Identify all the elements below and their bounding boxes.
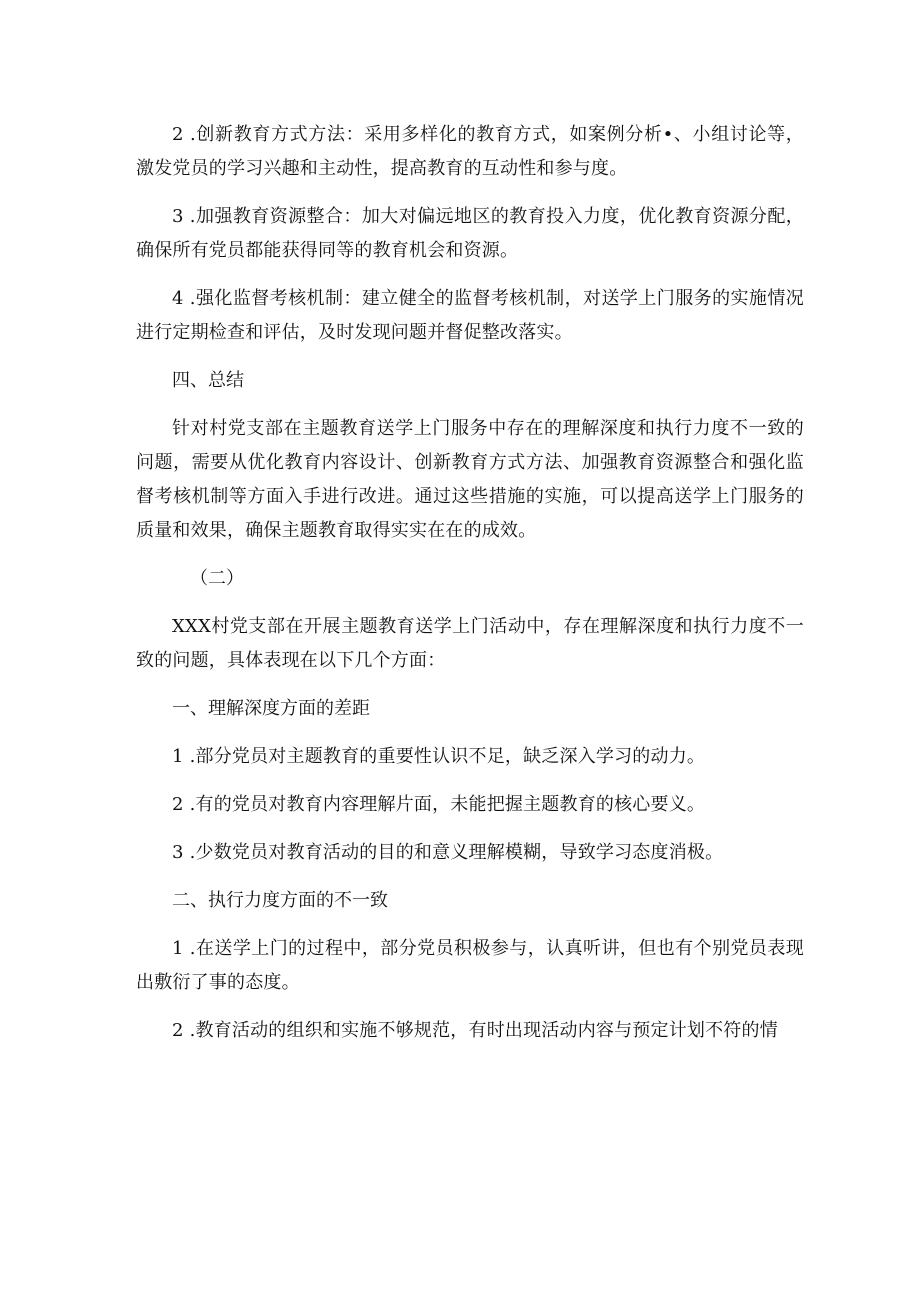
document-body xyxy=(136,118,804,1062)
understanding-item-2: 2 .有的党员对教育内容理解片面，未能把握主题教育的核心要义。 xyxy=(172,794,706,815)
intro-paragraph: XXX村党支部在开展主题教育送学上门活动中，存在理解深度和执行力度不一致的问题，具体表现在以下几个方面： xyxy=(136,616,804,671)
understanding-item-1: 1 .部分党员对主题教育的重要性认识不足，缺乏深入学习的动力。 xyxy=(172,746,706,767)
section-number: （二） xyxy=(190,568,244,589)
section-heading-summary: 四、总结 xyxy=(172,370,244,391)
execution-item-2: 2 .教育活动的组织和实施不够规范，有时出现活动内容与预定计划不符的情 xyxy=(172,1020,778,1041)
summary-paragraph: 针对村党支部在主题教育送学上门服务中存在的理解深度和执行力度不一致的问题，需要从优化教育内容设计、创新教育方式方法、加强教育资源整合和强化监督考核机制等方面入手进行改进。通过这些措施的实施，可以提高送学上门服务的质量和效果，确保主题教育取得实实在在的成效。 xyxy=(136,418,804,541)
section-heading-understanding: 一、理解深度方面的差距 xyxy=(172,698,370,719)
paragraph-item-4: 4 .强化监督考核机制：建立健全的监督考核机制，对送学上门服务的实施情况进行定期检查和评估，及时发现问题并督促整改落实。 xyxy=(136,288,804,343)
paragraph-item-3: 3 .加强教育资源整合：加大对偏远地区的教育投入力度，优化教育资源分配，确保所有党员都能获得同等的教育机会和资源。 xyxy=(136,206,804,261)
understanding-item-3: 3 .少数党员对教育活动的目的和意义理解模糊，导致学习态度消极。 xyxy=(172,842,724,863)
execution-item-1: 1 .在送学上门的过程中，部分党员积极参与，认真听讲，但也有个别党员表现出敷衍了事的态度。 xyxy=(136,938,804,993)
section-heading-execution: 二、执行力度方面的不一致 xyxy=(172,890,388,911)
paragraph-item-2: 2 .创新教育方式方法：采用多样化的教育方式，如案例分析•、小组讨论等，激发党员的学习兴趣和主动性，提高教育的互动性和参与度。 xyxy=(136,124,804,179)
